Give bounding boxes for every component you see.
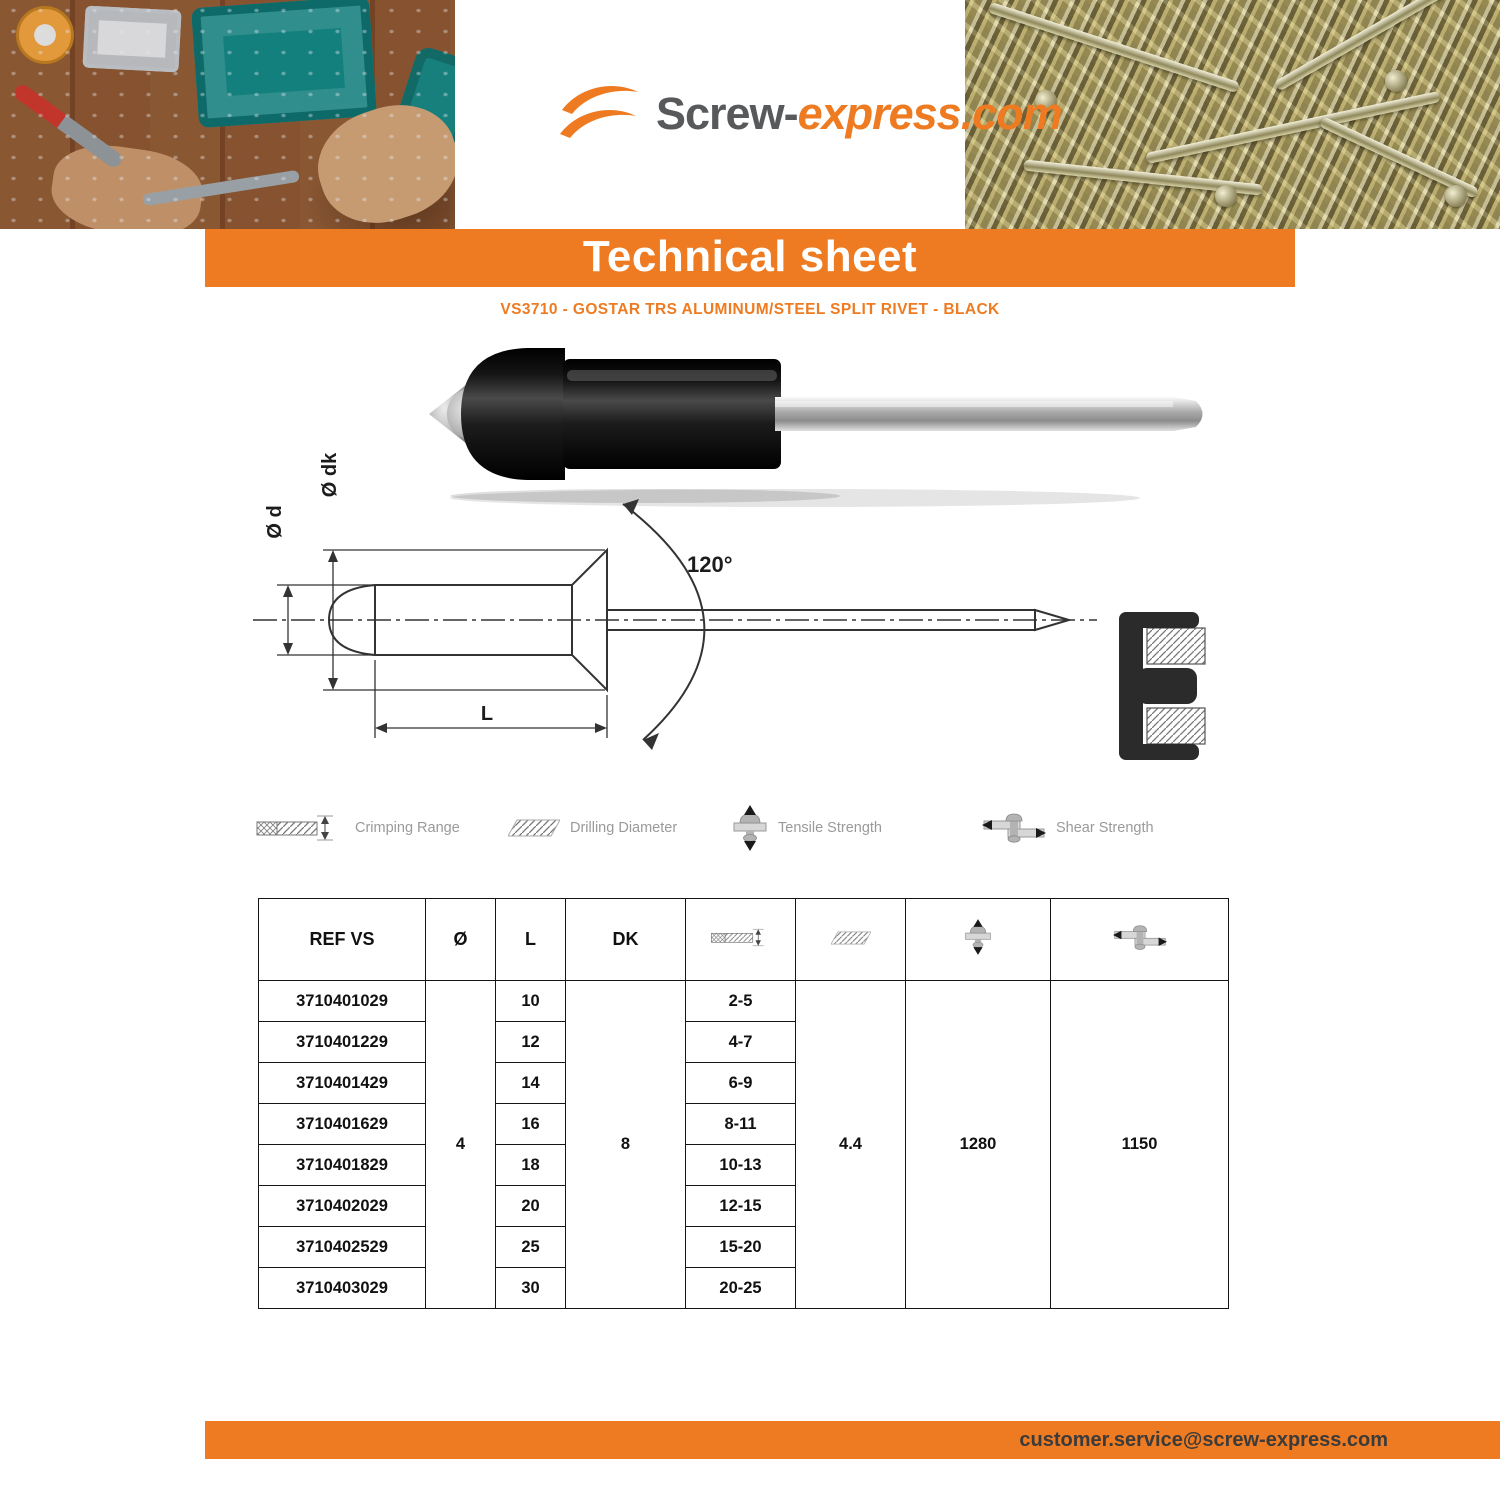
diagram-label-dk: Ø dk bbox=[319, 452, 341, 498]
ref-cell: 3710401229 bbox=[259, 1022, 426, 1063]
length-cell: 30 bbox=[496, 1268, 566, 1309]
crimp-cell: 6-9 bbox=[686, 1063, 796, 1104]
diagram-label-length: L bbox=[480, 703, 494, 725]
angle-arc bbox=[623, 504, 704, 740]
diagram-label-d: Ø d bbox=[264, 505, 286, 539]
col-header-diameter: Ø bbox=[426, 899, 496, 981]
drilling-diameter-icon bbox=[508, 819, 560, 837]
tensile-strength-icon bbox=[732, 805, 768, 851]
crimp-cell: 8-11 bbox=[686, 1104, 796, 1145]
ref-cell: 3710403029 bbox=[259, 1268, 426, 1309]
logo-prefix: Screw- bbox=[656, 88, 798, 139]
logo-text bbox=[656, 88, 1062, 140]
legend-label: Shear Strength bbox=[1056, 820, 1154, 836]
legend-item-tensile-strength bbox=[732, 804, 882, 852]
table-header-row bbox=[259, 899, 1229, 981]
ref-cell: 3710401029 bbox=[259, 981, 426, 1022]
spec-table bbox=[258, 898, 1229, 1309]
length-cell: 12 bbox=[496, 1022, 566, 1063]
ref-cell: 3710401629 bbox=[259, 1104, 426, 1145]
crimp-cell: 10-13 bbox=[686, 1145, 796, 1186]
shear-merged-cell: 1150 bbox=[1051, 981, 1229, 1309]
length-cell: 18 bbox=[496, 1145, 566, 1186]
crimped-joint-section bbox=[1119, 612, 1205, 760]
crimp-cell: 4-7 bbox=[686, 1022, 796, 1063]
logo-swoosh-icon bbox=[558, 82, 644, 146]
screw-head-shape bbox=[1385, 70, 1407, 92]
diagram-label-angle: 120° bbox=[687, 552, 733, 577]
ref-cell: 3710402029 bbox=[259, 1186, 426, 1227]
dimension-lines bbox=[277, 550, 607, 738]
tape-measure-shape bbox=[16, 6, 74, 64]
ref-cell: 3710402529 bbox=[259, 1227, 426, 1268]
hand-shape bbox=[304, 89, 455, 229]
col-header-dk: DK bbox=[566, 899, 686, 981]
length-cell: 16 bbox=[496, 1104, 566, 1145]
screw-head-shape bbox=[1215, 185, 1237, 207]
technical-drawing bbox=[235, 420, 1235, 780]
screwdriver-shape bbox=[12, 82, 125, 170]
shear-strength-icon bbox=[1113, 923, 1167, 952]
crimp-cell: 15-20 bbox=[686, 1227, 796, 1268]
ref-cell: 3710401829 bbox=[259, 1145, 426, 1186]
page-title-banner: Technical sheet bbox=[205, 229, 1295, 287]
col-header-shear-strength bbox=[1051, 899, 1229, 981]
screw-shape bbox=[988, 2, 1241, 93]
col-header-drilling-diameter bbox=[796, 899, 906, 981]
crimp-cell: 12-15 bbox=[686, 1186, 796, 1227]
drilling-diameter-icon bbox=[831, 931, 871, 945]
col-header-length: L bbox=[496, 899, 566, 981]
tensile-merged-cell: 1280 bbox=[906, 981, 1051, 1309]
length-cell: 25 bbox=[496, 1227, 566, 1268]
tensile-strength-icon bbox=[964, 919, 992, 955]
legend-item-drilling-diameter bbox=[508, 804, 677, 852]
header-photo-workbench bbox=[0, 0, 455, 229]
logo-suffix: express.com bbox=[797, 88, 1062, 139]
drilling-merged-cell: 4.4 bbox=[796, 981, 906, 1309]
crimping-range-icon bbox=[710, 927, 772, 948]
drill-shape bbox=[380, 44, 455, 189]
dk-merged-cell: 8 bbox=[566, 981, 686, 1309]
screw-shape bbox=[1274, 0, 1457, 92]
length-cell: 20 bbox=[496, 1186, 566, 1227]
ref-cell: 3710401429 bbox=[259, 1063, 426, 1104]
spec-table-wrap bbox=[258, 898, 1229, 1309]
teal-organizer-shape bbox=[191, 0, 377, 128]
shear-strength-icon bbox=[982, 811, 1046, 845]
crimp-cell: 20-25 bbox=[686, 1268, 796, 1309]
crimp-cell: 2-5 bbox=[686, 981, 796, 1022]
screw-head-shape bbox=[1445, 185, 1467, 207]
product-subtitle: VS3710 - GOSTAR TRS ALUMINUM/STEEL SPLIT RIVET - BLACK bbox=[500, 301, 1000, 318]
col-header-tensile-strength bbox=[906, 899, 1051, 981]
brand-logo bbox=[558, 82, 1062, 146]
legend-label: Crimping Range bbox=[355, 820, 460, 836]
wrench-shape bbox=[142, 170, 300, 207]
contact-email: customer.service@screw-express.com bbox=[1019, 1429, 1388, 1451]
table-row bbox=[259, 981, 1229, 1022]
parts-box-shape bbox=[82, 6, 181, 73]
col-header-crimping-range bbox=[686, 899, 796, 981]
legend-item-crimping-range bbox=[255, 804, 460, 852]
footer-bar bbox=[205, 1421, 1500, 1459]
legend-item-shear-strength bbox=[982, 804, 1154, 852]
col-header-ref: REF VS bbox=[259, 899, 426, 981]
length-cell: 10 bbox=[496, 981, 566, 1022]
legend-label: Tensile Strength bbox=[778, 820, 882, 836]
diameter-merged-cell: 4 bbox=[426, 981, 496, 1309]
dimension-arrowheads bbox=[283, 550, 607, 733]
length-cell: 14 bbox=[496, 1063, 566, 1104]
hand-shape bbox=[47, 138, 208, 229]
crimping-range-icon bbox=[255, 813, 345, 843]
legend-label: Drilling Diameter bbox=[570, 820, 678, 836]
